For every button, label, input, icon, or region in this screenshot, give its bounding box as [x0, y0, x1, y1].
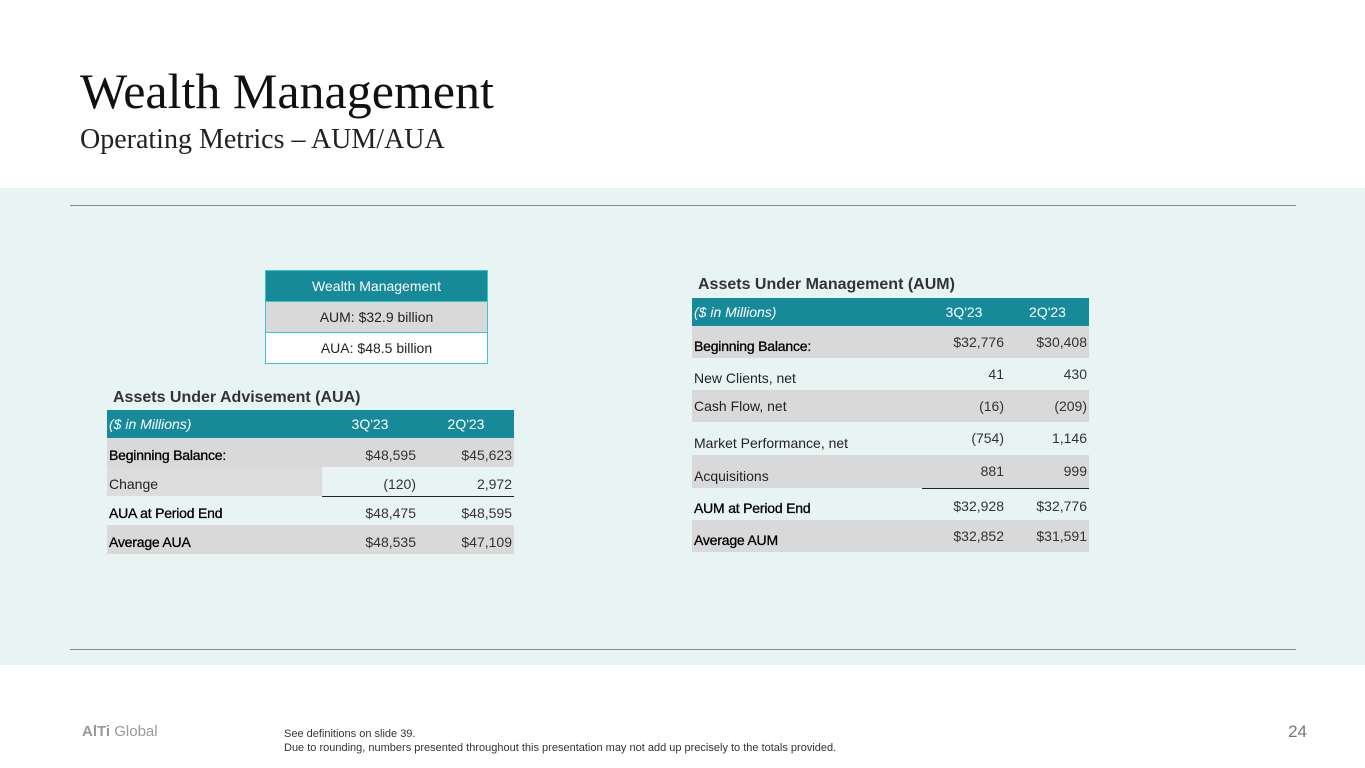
row-value-3q23: $32,928: [922, 488, 1006, 520]
page-title: Wealth Management: [80, 63, 494, 119]
row-value-2q23: 2,972: [418, 467, 514, 496]
row-label: Acquisitions: [692, 455, 922, 488]
table-row: [107, 467, 514, 496]
row-label: Beginning Balance:: [107, 438, 322, 467]
row-value-2q23: $31,591: [1006, 520, 1089, 552]
top-divider: [70, 205, 1296, 206]
row-value-3q23: 41: [988, 366, 1004, 382]
aua-table: [107, 410, 514, 554]
row-value-3q23: (16): [922, 390, 1006, 422]
page-subtitle: Operating Metrics – AUM/AUA: [80, 124, 445, 155]
row-value-2q23: (209): [1006, 390, 1089, 422]
row-label: Average AUM: [692, 520, 922, 552]
summary-aum: AUM: $32.9 billion: [266, 301, 487, 332]
column-header-units: ($ in Millions): [107, 410, 322, 438]
aua-header-row: [107, 410, 514, 438]
column-header-units: ($ in Millions): [692, 298, 922, 326]
row-label: Cash Flow, net: [692, 390, 922, 422]
bottom-divider: [70, 649, 1296, 650]
row-value-3q23: (754): [971, 430, 1004, 446]
row-value-3q23: 881: [922, 455, 1006, 488]
row-label: Beginning Balance:: [692, 326, 922, 358]
footer-note-rounding: Due to rounding, numbers presented throughout this presentation may not add up precisely to the totals provided.: [284, 742, 837, 754]
column-header-3q23: 3Q'23: [322, 410, 418, 438]
row-value-2q23: 1,146: [1051, 430, 1087, 446]
table-row: [692, 358, 1089, 390]
row-value-3q23: $48,535: [322, 525, 418, 554]
company-logo: [82, 723, 158, 740]
table-row: [692, 390, 1089, 422]
row-label: New Clients, net: [694, 370, 796, 386]
row-value-2q23: $45,623: [418, 438, 514, 467]
row-label: Market Performance, net: [694, 435, 849, 451]
column-header-3q23: 3Q'23: [922, 298, 1006, 326]
footer-note-definitions: See definitions on slide 39.: [284, 728, 416, 740]
row-value-3q23: $48,475: [322, 496, 418, 525]
row-label: Change: [107, 467, 322, 496]
row-label: AUA at Period End: [109, 505, 223, 521]
summary-aua: AUA: $48.5 billion: [266, 332, 487, 363]
row-value-3q23: $48,595: [322, 438, 418, 467]
aum-header-row: [692, 298, 1089, 326]
table-row: [692, 520, 1089, 552]
row-value-2q23: $32,776: [1006, 488, 1089, 520]
row-value-3q23: (120): [322, 467, 418, 496]
row-label: AUM at Period End: [694, 500, 811, 516]
page-number: 24: [1288, 722, 1307, 741]
footer-notes: [284, 727, 836, 755]
table-row: [107, 496, 514, 525]
summary-heading: Wealth Management: [266, 271, 487, 301]
table-row: [692, 326, 1089, 358]
logo-rest-text: Global: [110, 723, 158, 740]
table-row: [107, 438, 514, 467]
table-row: [107, 525, 514, 554]
table-row: [692, 455, 1089, 488]
row-value-2q23: 430: [1063, 366, 1087, 382]
table-row: [692, 422, 1089, 455]
logo-bold-text: AlTi: [82, 723, 111, 740]
row-value-3q23: $32,852: [922, 520, 1006, 552]
table-row: [692, 488, 1089, 520]
row-value-2q23: $30,408: [1006, 326, 1089, 358]
aum-table: [692, 298, 1089, 552]
aum-table-title: Assets Under Management (AUM): [698, 276, 955, 293]
aua-table-title: Assets Under Advisement (AUA): [113, 389, 361, 406]
row-value-2q23: 999: [1006, 455, 1089, 488]
column-header-2q23: 2Q'23: [418, 410, 514, 438]
wealth-management-summary-box: [265, 270, 488, 364]
column-header-2q23: 2Q'23: [1006, 298, 1089, 326]
row-label: Average AUA: [107, 525, 322, 554]
row-value-2q23: $48,595: [418, 496, 514, 525]
row-value-2q23: $47,109: [418, 525, 514, 554]
row-value-3q23: $32,776: [922, 326, 1006, 358]
